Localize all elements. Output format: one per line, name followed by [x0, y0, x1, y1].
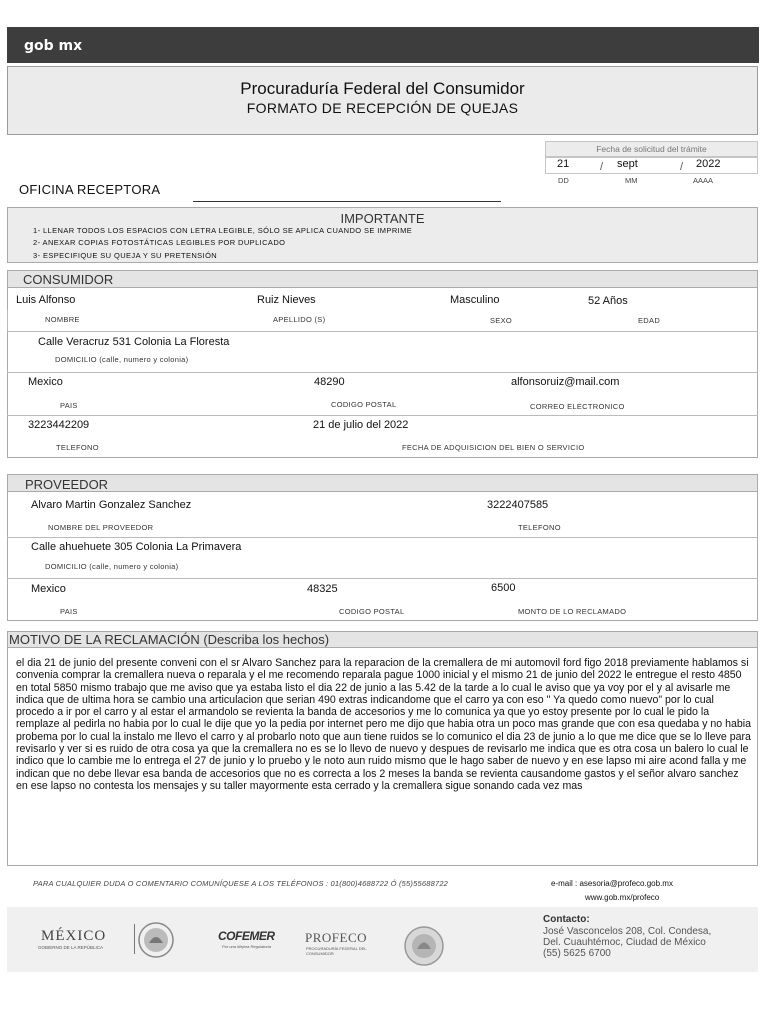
consumer-surname[interactable]: Ruiz Nieves	[257, 294, 316, 306]
consumer-address[interactable]: Calle Veracruz 531 Colonia La Floresta	[38, 336, 230, 348]
form-title: Procuraduría Federal del Consumidor	[240, 79, 525, 98]
provider-name[interactable]: Alvaro Martin Gonzalez Sanchez	[31, 499, 192, 511]
consumer-age-label: EDAD	[638, 316, 661, 325]
seal-icon	[403, 925, 445, 967]
consumer-phone[interactable]: 3223442209	[28, 419, 90, 431]
provider-divider-2	[7, 578, 758, 579]
office-label: OFICINA RECEPTORA	[19, 182, 161, 197]
contact-address-1: José Vasconcelos 208, Col. Condesa,	[543, 926, 712, 937]
date-day: 21	[557, 158, 570, 170]
consumer-divider-3	[7, 415, 758, 416]
consumer-address-label: DOMICILIO (calle, numero y colonia)	[55, 355, 189, 364]
logo-mexico-sub: GOBIERNO DE LA REPÚBLICA	[38, 945, 104, 950]
logo-cofemer: COFEMER	[218, 929, 275, 943]
important-item-2: 2- ANEXAR COPIAS FOTOSTÁTICAS LEGIBLES POR DUPLICADO	[33, 238, 286, 247]
date-day-label: DD	[558, 176, 569, 185]
contact-block	[543, 926, 711, 959]
provider-title-bar	[7, 474, 758, 492]
provider-divider-1	[7, 537, 758, 538]
provider-amount[interactable]: 6500	[491, 582, 516, 594]
consumer-email[interactable]: alfonsoruiz@mail.com	[511, 376, 620, 388]
date-label: Fecha de solicitud del trámite	[545, 141, 758, 157]
consumer-surname-label: APELLIDO (S)	[273, 315, 326, 324]
consumer-divider-2	[7, 372, 758, 373]
form-subtitle: FORMATO DE RECEPCIÓN DE QUEJAS	[246, 100, 519, 116]
date-sep-1: /	[600, 161, 604, 173]
motivo-text[interactable]: el dia 21 de junio del presente conveni con el sr Alvaro Sanchez para la reparacion de la cremallera de mi automovil ford figo 2018 previamente hablamos si convenia comprar la cremallera nueva o reparala y el me recomendo reparala pague 1000 inicial y el mismo 21 de junio del 2022 le entregue el resto 4850 en total 5850 mismo trabajo que me aviso que ya estaba listo el dia 22 de junio a las 5.42 de la tarde a lo cual le aviso que ya voy por el y al avisarle me indica que de ultima hora se cambio una articulacion que serian 490 extras indicandome que el carro ya con eso " Ya quedo como nuevo" por lo cual procedo a ir por el carro y al estar el armandolo se revienta la banda de accesorios y me lo comunica ya que yo estoy presente por lo cual le pido la remplaze al pedirla no habia por lo cual le dije que yo la pedia por internet pero me dijo que habia otra un poco mas grande que con esa quedaba y no habia probema por lo cual la instalo me llevo el carro y al probarlo noto que aun tiene ruidos se lo comunico el dia 23 de junio a lo que me dice que se lo lleve para revisarlo y ver si es ruido de otra cosa ya que la cremallera no es se lo llevo de nuevo y despues de revisarlo me indica que es otra cosa un balero lo cual le indico que lo cambie me lo entrega el 27 de junio y lo pruebo y le noto aun ruido mismo que le hago saber de nuevo y en ese lapso mi aire acond falla y me indican que no debe llevar esa banda de accesorios que no es correcta a los 2 meses la banda se revienta causandome gastos y el señor alvaro sanchez en ese lapso no contesta los mensajes y su taller mayormente esta cerrado y la cremallera sigue sonando cada vez mas	[16, 657, 752, 792]
consumer-divider-1	[7, 331, 758, 332]
footer-email[interactable]: e-mail : asesoria@profeco.gob.mx	[551, 879, 673, 888]
provider-address-label: DOMICILIO (calle, numero y colonia)	[45, 562, 179, 571]
consumer-country[interactable]: Mexico	[28, 376, 63, 388]
logo-mexico: MÉXICO	[41, 928, 107, 944]
date-month-label: MM	[625, 176, 638, 185]
consumer-email-label: CORREO ELECTRONICO	[530, 402, 625, 411]
gobmx-header-bar	[7, 27, 759, 63]
provider-country[interactable]: Mexico	[31, 583, 66, 595]
important-box	[7, 207, 758, 263]
provider-country-label: PAIS	[60, 607, 78, 616]
consumer-section	[7, 288, 758, 458]
provider-address[interactable]: Calle ahuehuete 305 Colonia La Primavera	[31, 541, 242, 553]
logo-profeco-sub: PROCURADURÍA FEDERAL DEL CONSUMIDOR	[306, 946, 367, 956]
date-field[interactable]	[545, 157, 758, 174]
consumer-zip[interactable]: 48290	[314, 376, 345, 388]
provider-amount-label: MONTO DE LO RECLAMADO	[518, 607, 627, 616]
provider-name-label: NOMBRE DEL PROVEEDOR	[48, 523, 154, 532]
consumer-age[interactable]: 52 Años	[588, 295, 628, 307]
important-item-1: 1- LLENAR TODOS LOS ESPACIOS CON LETRA LEGIBLE, SÓLO SE APLICA CUANDO SE IMPRIME	[33, 226, 413, 235]
provider-section	[7, 492, 758, 621]
date-sep-2: /	[680, 161, 684, 173]
motivo-title: MOTIVO DE LA RECLAMACIÓN (Describa los hechos)	[9, 632, 330, 647]
consumer-purchase-date[interactable]: 21 de julio del 2022	[313, 419, 409, 431]
contact-address-2: Del. Cuauhtémoc, Ciudad de México	[543, 937, 706, 948]
office-input-line[interactable]	[193, 201, 501, 202]
date-year-label: AAAA	[693, 176, 714, 185]
coat-of-arms-icon	[137, 921, 175, 959]
logo-divider	[134, 924, 135, 954]
logo-cofemer-sub: Por una Mejora Regulatoria	[222, 944, 271, 949]
consumer-tick	[7, 310, 8, 330]
date-month: sept	[617, 158, 638, 170]
consumer-zip-label: CODIGO POSTAL	[331, 400, 397, 409]
footer-web[interactable]: www.gob.mx/profeco	[585, 893, 660, 902]
contact-title: Contacto:	[543, 914, 590, 925]
contact-phone[interactable]: (55) 5625 6700	[543, 948, 611, 959]
consumer-name[interactable]: Luis Alfonso	[16, 294, 76, 306]
consumer-title-bar	[7, 270, 758, 288]
provider-phone[interactable]: 3222407585	[487, 499, 549, 511]
consumer-name-label: NOMBRE	[45, 315, 80, 324]
gobmx-brand[interactable]: gob mx	[24, 38, 83, 54]
provider-title: PROVEEDOR	[25, 477, 109, 492]
provider-zip[interactable]: 48325	[307, 583, 338, 595]
consumer-phone-label: TELEFONO	[56, 443, 99, 452]
consumer-sex[interactable]: Masculino	[450, 294, 500, 306]
important-title: IMPORTANTE	[340, 211, 425, 226]
consumer-purchase-label: FECHA DE ADQUISICION DEL BIEN O SERVICIO	[402, 443, 585, 452]
provider-phone-label: TELEFONO	[518, 523, 561, 532]
form-header	[7, 66, 758, 135]
footer-question: PARA CUALQUIER DUDA O COMENTARIO COMUNÍQUESE A LOS TELÉFONOS : 01(800)4688722 Ó (55)55688722	[33, 879, 449, 888]
provider-zip-label: CODIGO POSTAL	[339, 607, 405, 616]
consumer-sex-label: SEXO	[490, 316, 513, 325]
logo-profeco: PROFECO	[305, 930, 368, 945]
consumer-country-label: PAIS	[60, 401, 78, 410]
consumer-title: CONSUMIDOR	[23, 272, 114, 287]
important-item-3: 3- ESPECIFIQUE SU QUEJA Y SU PRETENSIÓN	[33, 251, 218, 260]
date-year: 2022	[696, 158, 721, 170]
motivo-title-bar	[7, 631, 758, 648]
